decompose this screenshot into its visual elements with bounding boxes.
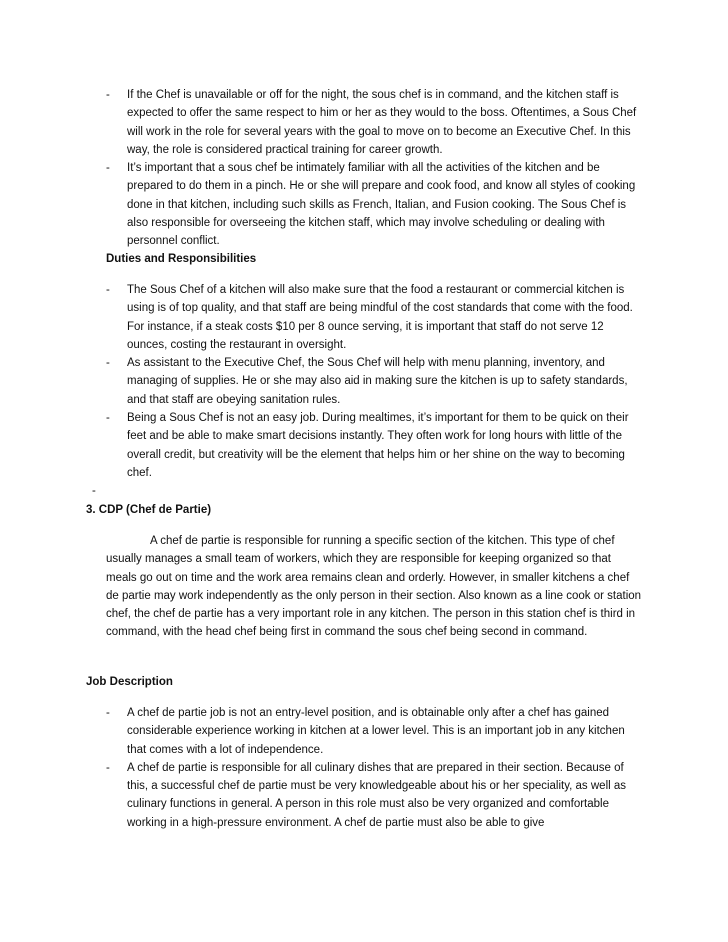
- dash-marker: -: [106, 707, 110, 719]
- top-bullet-list: [106, 86, 638, 251]
- section-heading: 3. CDP (Chef de Partie): [86, 504, 212, 516]
- list-item-text: As assistant to the Executive Chef, the Sous Chef will help with menu planning, inventory, and managing of supplies. He or she may also aid in making sure the kitchen is up to safety standards, and that staff are obeying sanitation rules.: [127, 357, 628, 406]
- list-item-text: The Sous Chef of a kitchen will also make sure that the food a restaurant or commercial kitchen is using is of top quality, and that staff are being mindful of the cost standards that come with the food. For instance, if a steak costs $10 per 8 ounce serving, it is important that staff do not serve 12 ounces, costing the restaurant in oversight.: [127, 284, 633, 351]
- list-item: [106, 759, 638, 832]
- job-bullet-list: [106, 704, 638, 832]
- list-item-text: Being a Sous Chef is not an easy job. During mealtimes, it’s important for them to be quick on their feet and be able to make smart decisions instantly. They often work for long hours with little of the overall credit, but creativity will be the element that helps him or her shine on the way to becoming chef.: [127, 412, 629, 479]
- list-item: [106, 354, 638, 409]
- list-item: [106, 281, 638, 354]
- list-item-empty: [92, 482, 638, 500]
- dash-marker: -: [92, 485, 96, 498]
- duties-bullet-list: [92, 281, 638, 501]
- list-item: [106, 409, 638, 482]
- dash-marker: -: [106, 162, 110, 175]
- list-item-text: A chef de partie job is not an entry-level position, and is obtainable only after a chef has gained considerable experience working in kitchen at a lower level. This is an important job in any kitchen that comes with a lot of independence.: [127, 707, 625, 756]
- dash-marker: -: [106, 412, 110, 425]
- list-item-text: It’s important that a sous chef be intimately familiar with all the activities of the kitchen and be prepared to do them in a pinch. He or she will prepare and cook food, and know all styles of cooking done in that kitchen, including such skills as French, Italian, and Fusion cooking. The Sous Chef is also responsible for overseeing the kitchen staff, which may involve scheduling or dealing with personnel conflict.: [127, 162, 636, 248]
- dash-marker: -: [106, 761, 110, 774]
- list-item-text: A chef de partie is responsible for all culinary dishes that are prepared in their section. Because of this, a successful chef de partie must be very knowledgeable about his or her speciality, as well as culinary functions in general. A person in this role must also be very organized and comfortable working in a high-pressure environment. A chef de partie must also be able to give: [127, 761, 627, 829]
- dash-marker: -: [106, 89, 110, 101]
- job-description-heading: Job Description: [86, 676, 173, 688]
- dash-marker: -: [106, 357, 110, 370]
- list-item: [106, 86, 638, 159]
- section-paragraph: A chef de partie is responsible for running a specific section of the kitchen. This type of chef usually manages a small team of workers, which they are responsible for keeping organized so that meals go out on time and the work area remains clean and orderly. However, in smaller kitchens a chef de partie may work independently as the only person in their section. Also known as a line cook or station chef, the chef de partie has a very important role in any kitchen. The person in this station chef is third in command, with the head chef being first in command the sous chef being second in command.: [106, 535, 642, 639]
- list-item: [106, 704, 638, 759]
- list-item: [106, 159, 638, 250]
- duties-heading: Duties and Responsibilities: [106, 253, 257, 265]
- list-item-text: If the Chef is unavailable or off for the night, the sous chef is in command, and the kitchen staff is expected to offer the same respect to him or her as they would to the boss. Oftentimes, a Sous Chef will work in the role for several years with the goal to move on to become an Executive Chef. In this way, the role is considered practical training for career growth.: [127, 89, 637, 156]
- dash-marker: -: [106, 284, 110, 296]
